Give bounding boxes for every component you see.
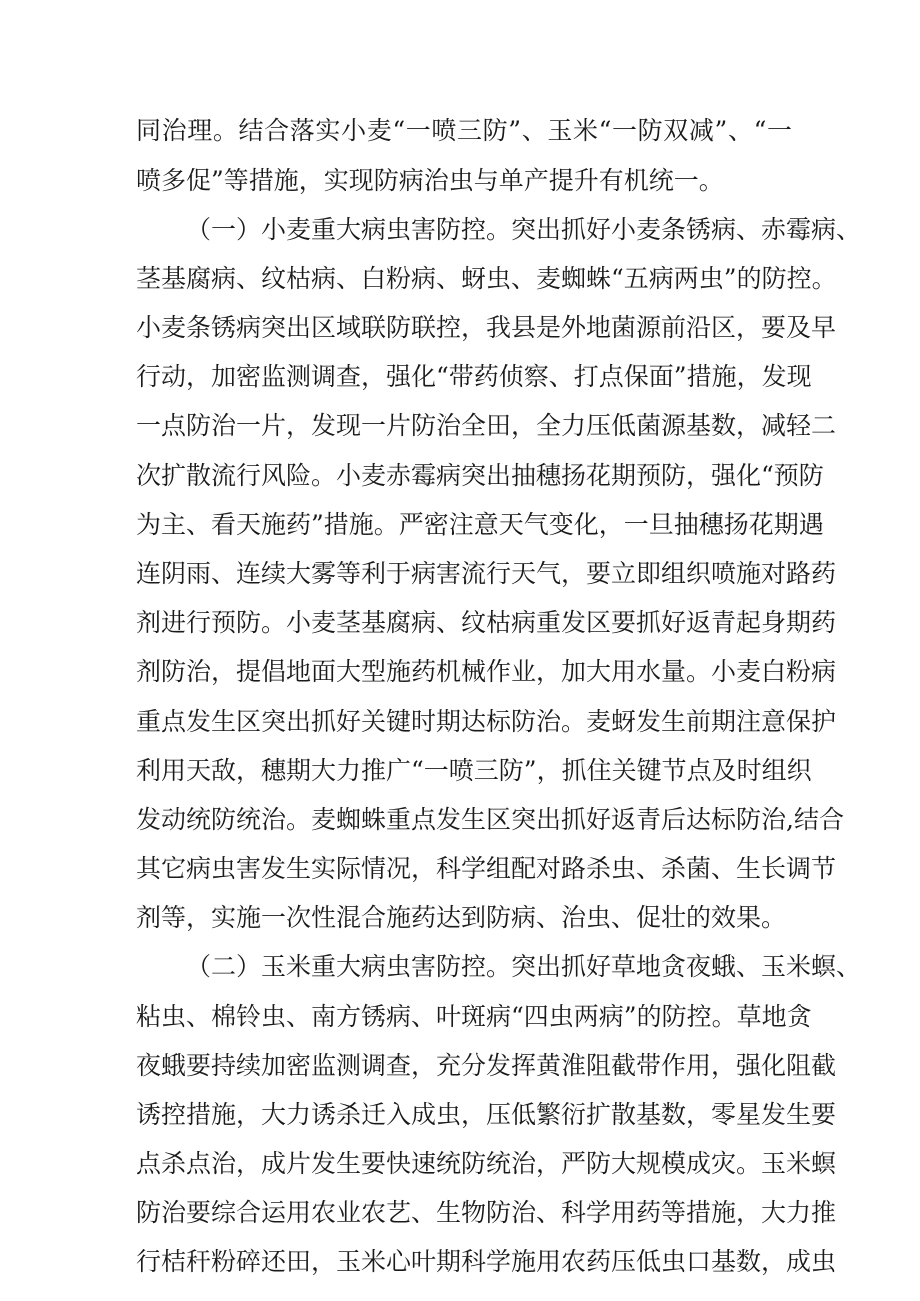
text-line: 行动，加密监测调查，强化“带药侦察、打点保面”措施，发现 bbox=[136, 362, 812, 391]
text-line: 粘虫、棉铃虫、南方锈病、叶斑病“四虫两病”的防控。草地贪 bbox=[136, 1002, 812, 1031]
text-line: 防治要综合运用农业农艺、生物防治、科学用药等措施，大力推 bbox=[136, 1198, 837, 1227]
text-line: 小麦条锈病突出区域联防联控，我县是外地菌源前沿区，要及早 bbox=[136, 313, 837, 342]
text-line: 点杀点治，成片发生要快速统防统治，严防大规模成灾。玉米螟 bbox=[136, 1149, 837, 1178]
text-line: 茎基腐病、纹枯病、白粉病、蚜虫、麦蜘蛛“五病两虫”的防控。 bbox=[136, 264, 837, 293]
text-line: 夜蛾要持续加密监测调查，充分发挥黄淮阻截带作用，强化阻截 bbox=[136, 1051, 837, 1080]
text-line: 一点防治一片，发现一片防治全田，全力压低菌源基数，减轻二 bbox=[136, 411, 837, 440]
text-line: 剂防治，提倡地面大型施药机械作业，加大用水量。小麦白粉病 bbox=[136, 657, 837, 686]
section-heading-line: （二）玉米重大病虫害防控。突出抓好草地贪夜蛾、玉米螟、 bbox=[186, 952, 862, 981]
text-line: 诱控措施，大力诱杀迁入成虫，压低繁衍扩散基数，零星发生要 bbox=[136, 1100, 837, 1129]
text-line: 次扩散流行风险。小麦赤霉病突出抽穗扬花期预防，强化“预防 bbox=[136, 461, 824, 490]
section-heading-line: （一）小麦重大病虫害防控。突出抓好小麦条锈病、赤霉病、 bbox=[186, 215, 862, 244]
text-line: 剂进行预防。小麦茎基腐病、纹枯病重发区要抓好返青起身期药 bbox=[136, 608, 837, 637]
text-line: 重点发生区突出抓好关键时期达标防治。麦蚜发生前期注意保护 bbox=[136, 707, 837, 736]
text-line: 剂等，实施一次性混合施药达到防病、治虫、促壮的效果。 bbox=[136, 903, 787, 932]
text-line: 行桔秆粉碎还田，玉米心叶期科学施用农药压低虫口基数，成虫 bbox=[136, 1247, 837, 1276]
text-line: 利用天敌，穗期大力推广“一喷三防”，抓住关键节点及时组织 bbox=[136, 756, 812, 785]
text-line: 其它病虫害发生实际情况，科学组配对路杀虫、杀菌、生长调节 bbox=[136, 854, 837, 883]
text-line: 发动统防统治。麦蜘蛛重点发生区突出抓好返青后达标防治,结合 bbox=[136, 805, 844, 834]
text-line: 为主、看天施药”措施。严密注意天气变化，一旦抽穗扬花期遇 bbox=[136, 510, 824, 539]
text-line: 连阴雨、连续大雾等利于病害流行天气，要立即组织喷施对路药 bbox=[136, 559, 837, 588]
text-line: 同治理。结合落实小麦“一喷三防”、玉米“一防双减”、“一 bbox=[136, 116, 792, 145]
text-line: 喷多促”等措施，实现防病治虫与单产提升有机统一。 bbox=[136, 166, 724, 195]
